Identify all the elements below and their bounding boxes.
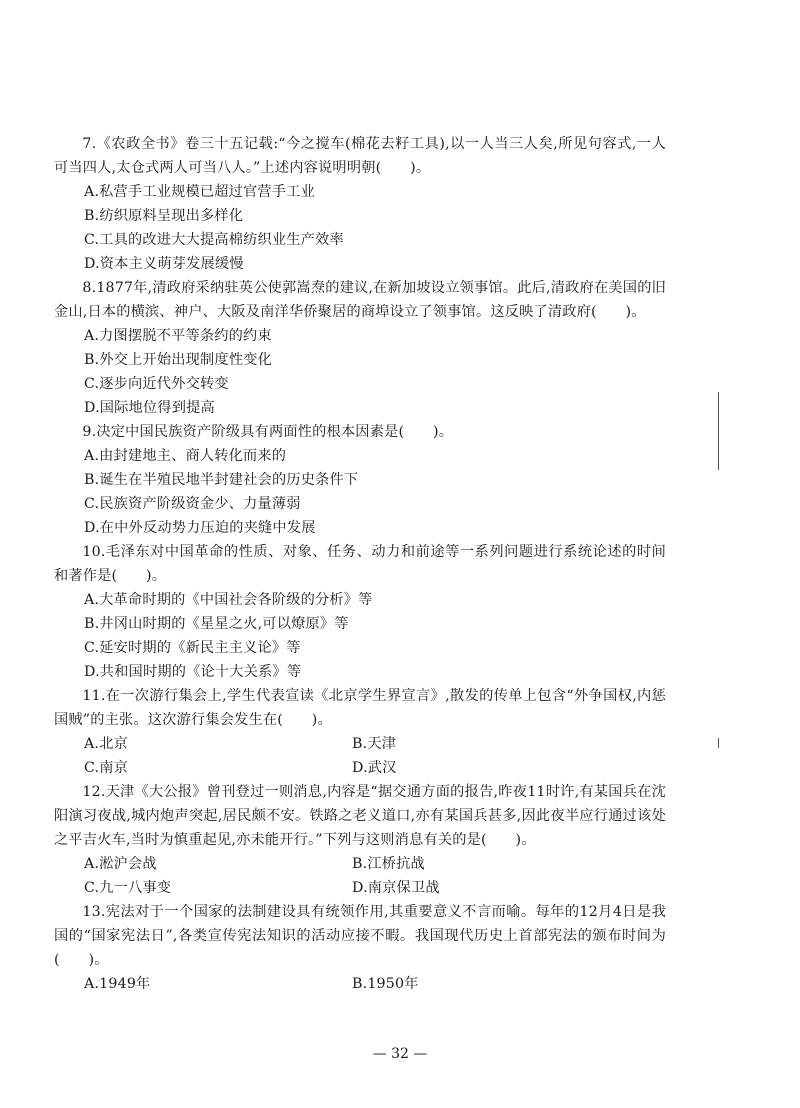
option-b: B.纺织原料呈现出多样化 <box>84 208 244 224</box>
option-d: D.国际地位得到提高 <box>84 400 215 416</box>
option-group <box>54 732 666 780</box>
question-stem: 11.在一次游行集会上,学生代表宣读《北京学生界宣言》,散发的传单上包含“外争国权,内惩国贼”的主张。这次游行集会发生在( )。 <box>54 688 666 728</box>
option-group <box>54 588 666 684</box>
option-group <box>54 180 666 276</box>
option-c: C.南京 <box>84 760 129 776</box>
question-stem: 13.宪法对于一个国家的法制建设具有统领作用,其重要意义不言而喻。每年的12月4日是我国的“国家宪法日”,各类宣传宪法知识的活动应接不暇。我国现代历史上首部宪法的颁布时间为( )。 <box>54 904 666 968</box>
option-b: B.井冈山时期的《星星之火,可以燎原》等 <box>84 616 349 632</box>
option-group <box>54 324 666 420</box>
option-a: A.淞沪会战 <box>84 856 157 872</box>
option-d: D.资本主义萌芽发展缓慢 <box>84 256 244 272</box>
option-d: D.武汉 <box>352 760 397 776</box>
question-7 <box>54 132 666 276</box>
option-b: B.1950年 <box>352 976 419 992</box>
document-page <box>54 132 666 996</box>
question-stem: 8.1877年,清政府采纳驻英公使郭嵩焘的建议,在新加坡设立领事馆。此后,清政府在美国的旧金山,日本的横滨、神户、大阪及南洋华侨聚居的商埠设立了领事馆。这反映了清政府( )。 <box>54 280 666 320</box>
option-group <box>54 972 666 996</box>
question-list <box>54 132 666 996</box>
option-d: D.在中外反动势力压迫的夹缝中发展 <box>84 520 316 536</box>
question-12 <box>54 780 666 900</box>
option-c: C.逐步向近代外交转变 <box>84 376 229 392</box>
option-c: C.延安时期的《新民主主义论》等 <box>84 640 301 656</box>
scan-mark-right-small <box>718 738 719 748</box>
question-stem: 12.天津《大公报》曾刊登过一则消息,内容是“据交通方面的报告,昨夜11时许,有某国兵在沈阳演习夜战,城内炮声突起,居民颇不安。铁路之老义道口,亦有某国兵甚多,因此夜半应行通过该处之平吉火车,当时为慎重起见,亦未能开行。”下列与这则消息有关的是( )。 <box>54 784 666 848</box>
page-number: — 32 — <box>372 1046 428 1062</box>
question-11 <box>54 684 666 780</box>
option-c: C.工具的改进大大提高棉纺织业生产效率 <box>84 232 344 248</box>
option-b: B.诞生在半殖民地半封建社会的历史条件下 <box>84 472 359 488</box>
option-d: D.南京保卫战 <box>352 880 440 896</box>
question-stem: 10.毛泽东对中国革命的性质、对象、任务、动力和前途等一系列问题进行系统论述的时间和著作是( )。 <box>54 544 666 584</box>
question-stem: 9.决定中国民族资产阶级具有两面性的根本因素是( )。 <box>82 424 454 440</box>
option-group <box>54 852 666 900</box>
scan-mark-right <box>718 392 719 470</box>
question-stem: 7.《农政全书》卷三十五记载:“今之搅车(棉花去籽工具),以一人当三人矣,所见句容式,一人可当四人,太仓式两人可当八人。”上述内容说明明朝( )。 <box>54 136 666 176</box>
option-a: A.1949年 <box>84 976 151 992</box>
question-10 <box>54 540 666 684</box>
option-c: C.民族资产阶级资金少、力量薄弱 <box>84 496 301 512</box>
option-a: A.力图摆脱不平等条约的约束 <box>84 328 272 344</box>
option-a: A.大革命时期的《中国社会各阶级的分析》等 <box>84 592 373 608</box>
option-a: A.私营手工业规模已超过官营手工业 <box>84 184 315 200</box>
option-c: C.九一八事变 <box>84 880 172 896</box>
option-b: B.江桥抗战 <box>352 856 425 872</box>
option-d: D.共和国时期的《论十大关系》等 <box>84 664 302 680</box>
option-b: B.外交上开始出现制度性变化 <box>84 352 272 368</box>
question-9 <box>54 420 666 540</box>
option-group <box>54 444 666 540</box>
option-a: A.北京 <box>84 736 128 752</box>
option-b: B.天津 <box>352 736 397 752</box>
question-13 <box>54 900 666 996</box>
option-a: A.由封建地主、商人转化而来的 <box>84 448 287 464</box>
question-8 <box>54 276 666 420</box>
